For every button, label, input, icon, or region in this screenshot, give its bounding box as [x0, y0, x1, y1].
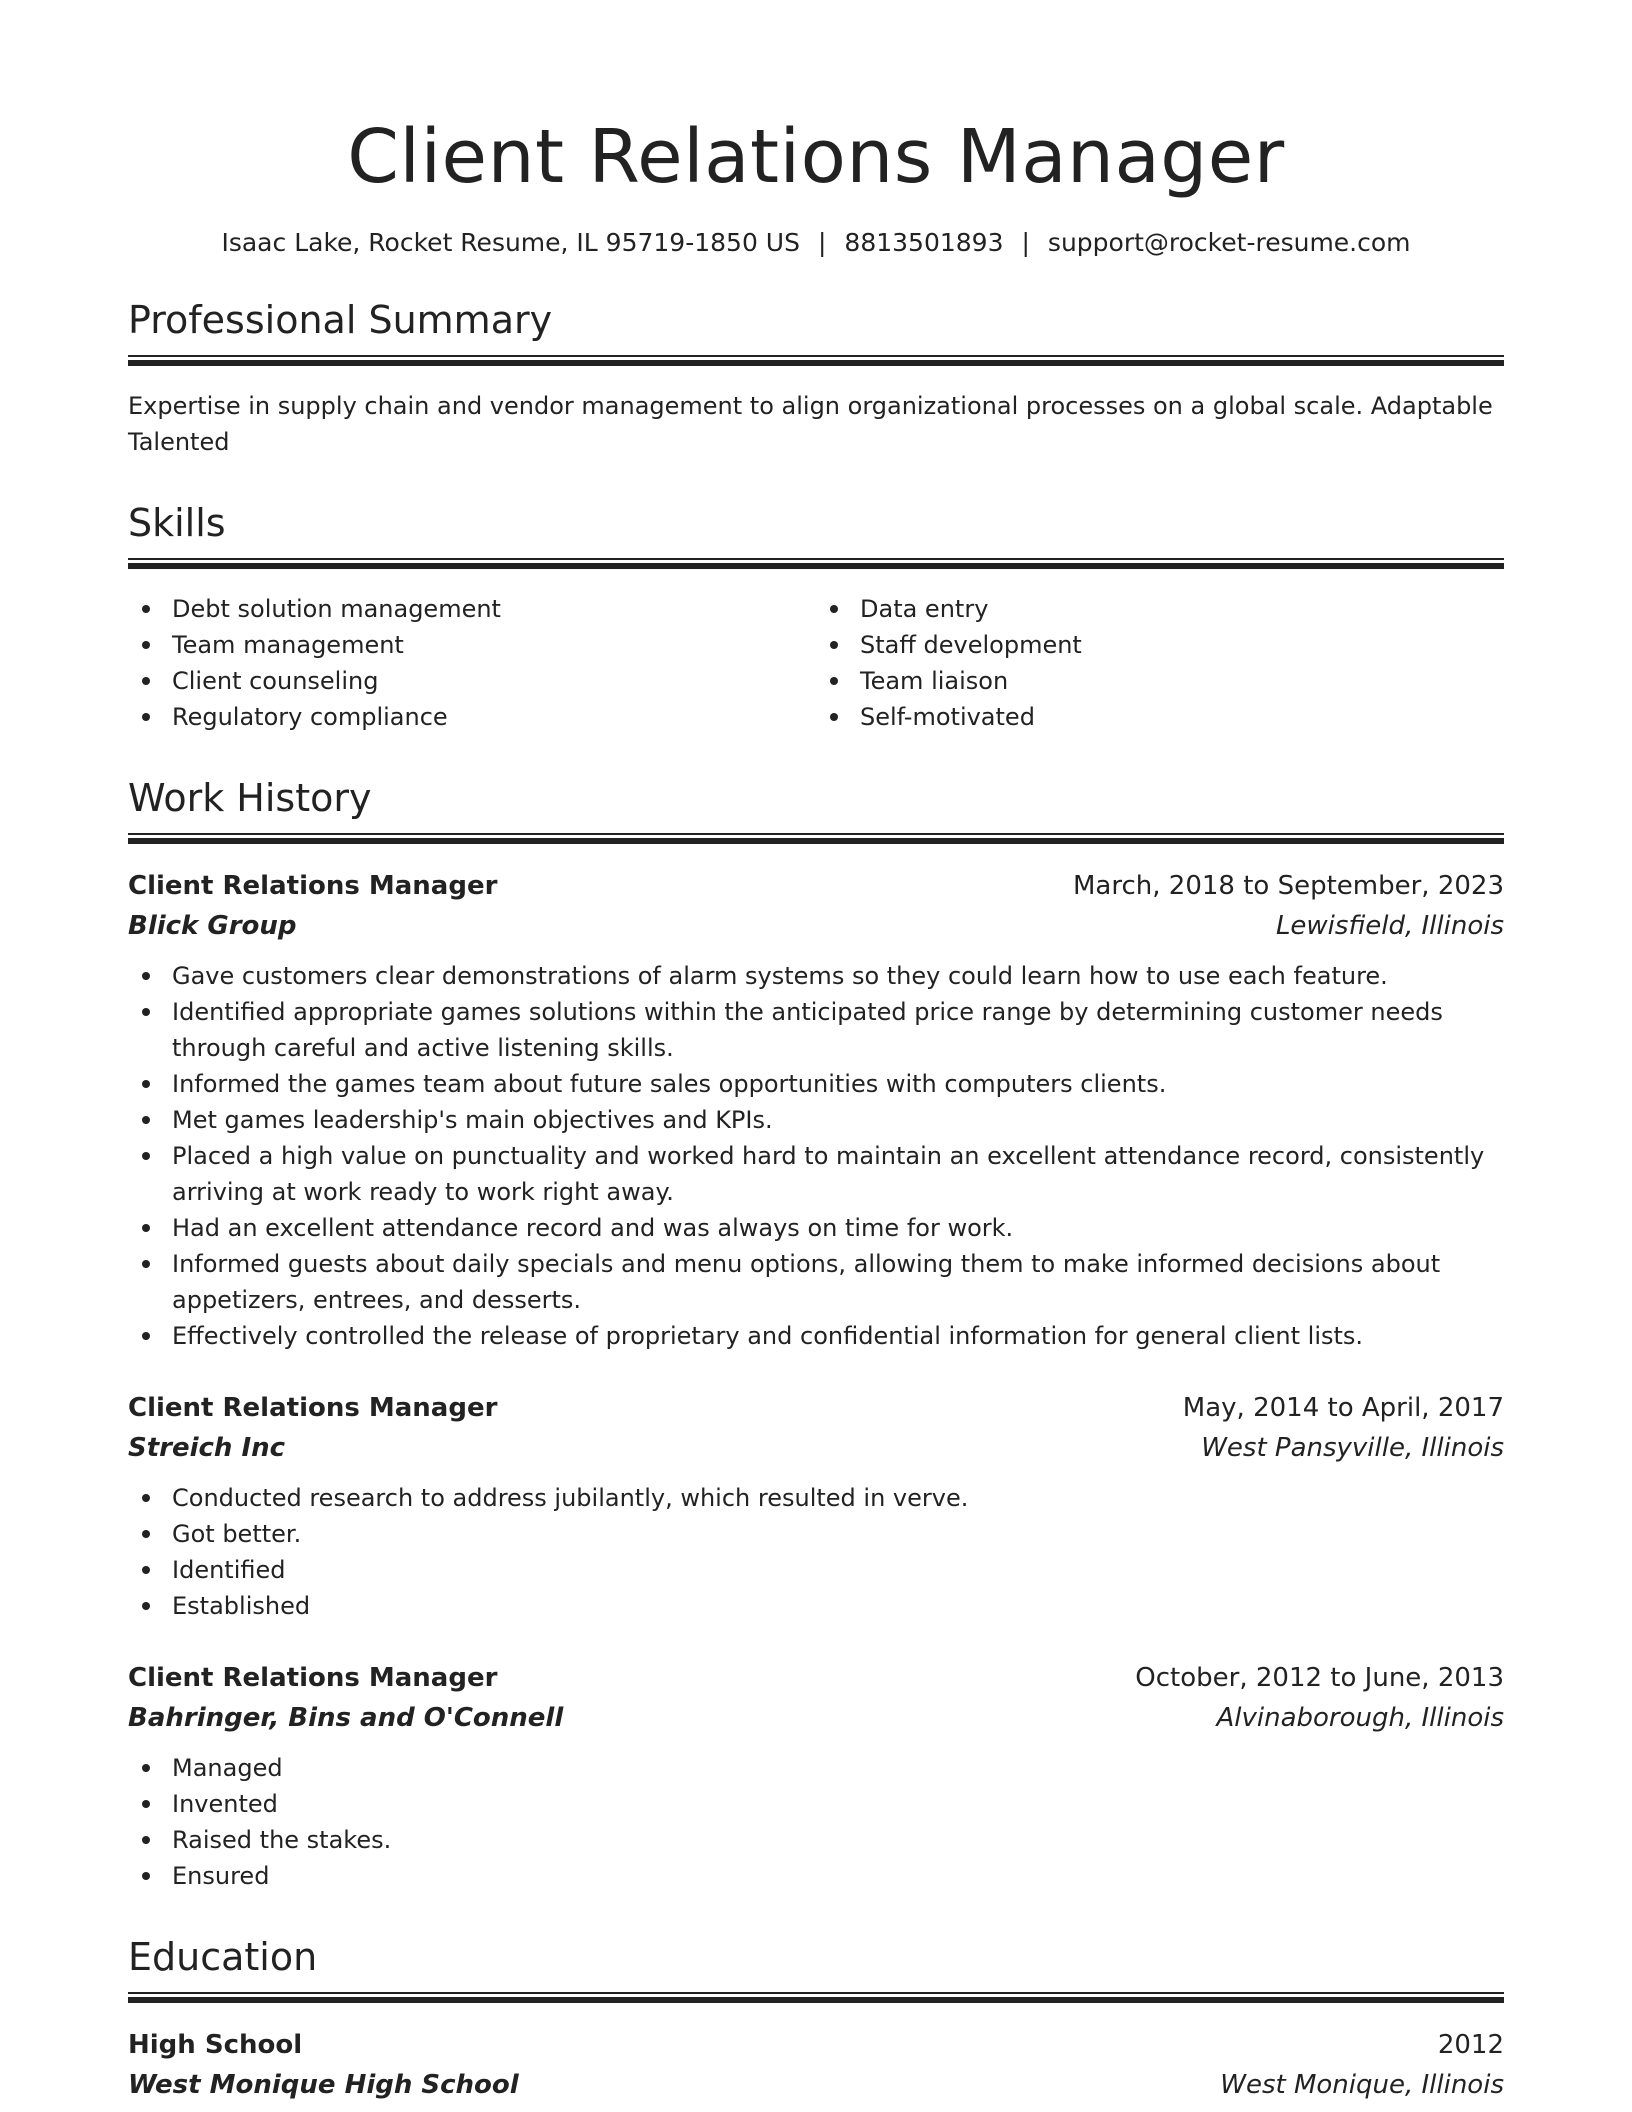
job-title: Client Relations Manager [128, 871, 498, 901]
education-header-row [128, 2025, 1504, 2065]
section-divider [128, 833, 1504, 844]
education-school: West Monique High School [128, 2070, 519, 2100]
work-history-heading: Work History [128, 776, 372, 820]
summary-heading: Professional Summary [128, 298, 553, 342]
contact-separator: | [1021, 228, 1030, 257]
skill-item: Team management [128, 627, 816, 663]
skills-heading: Skills [128, 501, 226, 545]
contact-separator: | [817, 228, 827, 257]
skill-item: Regulatory compliance [128, 699, 816, 735]
skill-item: Client counseling [128, 663, 816, 699]
skills-list-left [128, 591, 816, 735]
job-bullet: Placed a high value on punctuality and worked hard to maintain an excellent attendance record, consistently arriving at work ready to work right away. [128, 1138, 1504, 1210]
skill-item: Debt solution management [128, 591, 816, 627]
job-location: Alvinaborough, Illinois [1216, 1703, 1504, 1733]
skills-section [128, 501, 1504, 735]
skill-item: Data entry [816, 591, 1504, 627]
job-title: Client Relations Manager [128, 1393, 498, 1423]
job-company: Blick Group [128, 911, 297, 941]
job-company: Streich Inc [128, 1433, 286, 1463]
skill-item: Self-motivated [816, 699, 1504, 735]
job-header-row [128, 1658, 1504, 1698]
skills-grid [128, 591, 1504, 735]
section-divider [128, 1992, 1504, 2003]
skill-item: Staff development [816, 627, 1504, 663]
education-location: West Monique, Illinois [1220, 2070, 1504, 2100]
job-bullet: Identified appropriate games solutions within the anticipated price range by determining customer needs through careful and active listening skills. [128, 994, 1504, 1066]
contact-phone: 8813501893 [844, 228, 1004, 257]
contact-address: Isaac Lake, Rocket Resume, IL 95719-1850 US [221, 228, 800, 257]
summary-text: Expertise in supply chain and vendor management to align organizational processes on a global scale. Adaptable Talented [128, 392, 1493, 456]
job-bullet: Had an excellent attendance record and was always on time for work. [128, 1210, 1504, 1246]
skill-item: Team liaison [816, 663, 1504, 699]
job-title: Client Relations Manager [128, 1663, 498, 1693]
job-header-row [128, 866, 1504, 906]
skills-list-right [816, 591, 1504, 735]
section-divider [128, 355, 1504, 366]
job-dates: October, 2012 to June, 2013 [1135, 1663, 1504, 1693]
skills-column-left [128, 591, 816, 735]
contact-email: support@rocket-resume.com [1047, 228, 1411, 257]
education-school-row [128, 2065, 1504, 2105]
job-bullet: Ensured [128, 1858, 1504, 1894]
job-bullet: Invented [128, 1786, 1504, 1822]
resume-title: Client Relations Manager [347, 114, 1285, 200]
job-header-row [128, 1388, 1504, 1428]
job-bullets [128, 1750, 1504, 1894]
job-company: Bahringer, Bins and O'Connell [128, 1703, 564, 1733]
job-company-row [128, 1428, 1504, 1468]
job-dates: March, 2018 to September, 2023 [1073, 871, 1504, 901]
job-location: Lewisfield, Illinois [1275, 911, 1504, 941]
job-company-row [128, 1698, 1504, 1738]
job-bullet: Informed guests about daily specials and menu options, allowing them to make informed decisions about appetizers, entrees, and desserts. [128, 1246, 1504, 1318]
education-heading: Education [128, 1935, 318, 1979]
job-bullet: Informed the games team about future sales opportunities with computers clients. [128, 1066, 1504, 1102]
job-bullet: Conducted research to address jubilantly, which resulted in verve. [128, 1480, 1504, 1516]
job-dates: May, 2014 to April, 2017 [1182, 1393, 1504, 1423]
job-bullet: Met games leadership's main objectives and KPIs. [128, 1102, 1504, 1138]
education-section [128, 1935, 1504, 2105]
education-year: 2012 [1437, 2030, 1504, 2060]
summary-section [128, 298, 1504, 460]
job-location: West Pansyville, Illinois [1201, 1433, 1504, 1463]
job-bullet: Gave customers clear demonstrations of alarm systems so they could learn how to use each feature. [128, 958, 1504, 994]
job-bullet: Raised the stakes. [128, 1822, 1504, 1858]
job-bullets [128, 1480, 1504, 1624]
job-bullet: Identified [128, 1552, 1504, 1588]
job-entry [128, 1658, 1504, 1894]
job-bullets [128, 958, 1504, 1354]
education-degree: High School [128, 2030, 303, 2060]
section-divider [128, 558, 1504, 569]
job-entry [128, 1388, 1504, 1624]
education-entry [128, 2025, 1504, 2105]
job-bullet: Got better. [128, 1516, 1504, 1552]
contact-line [128, 228, 1504, 257]
job-entry [128, 866, 1504, 1354]
skills-column-right [816, 591, 1504, 735]
job-bullet: Effectively controlled the release of proprietary and confidential information for general client lists. [128, 1318, 1504, 1354]
job-bullet: Managed [128, 1750, 1504, 1786]
job-bullet: Established [128, 1588, 1504, 1624]
work-history-section [128, 776, 1504, 1894]
job-company-row [128, 906, 1504, 946]
